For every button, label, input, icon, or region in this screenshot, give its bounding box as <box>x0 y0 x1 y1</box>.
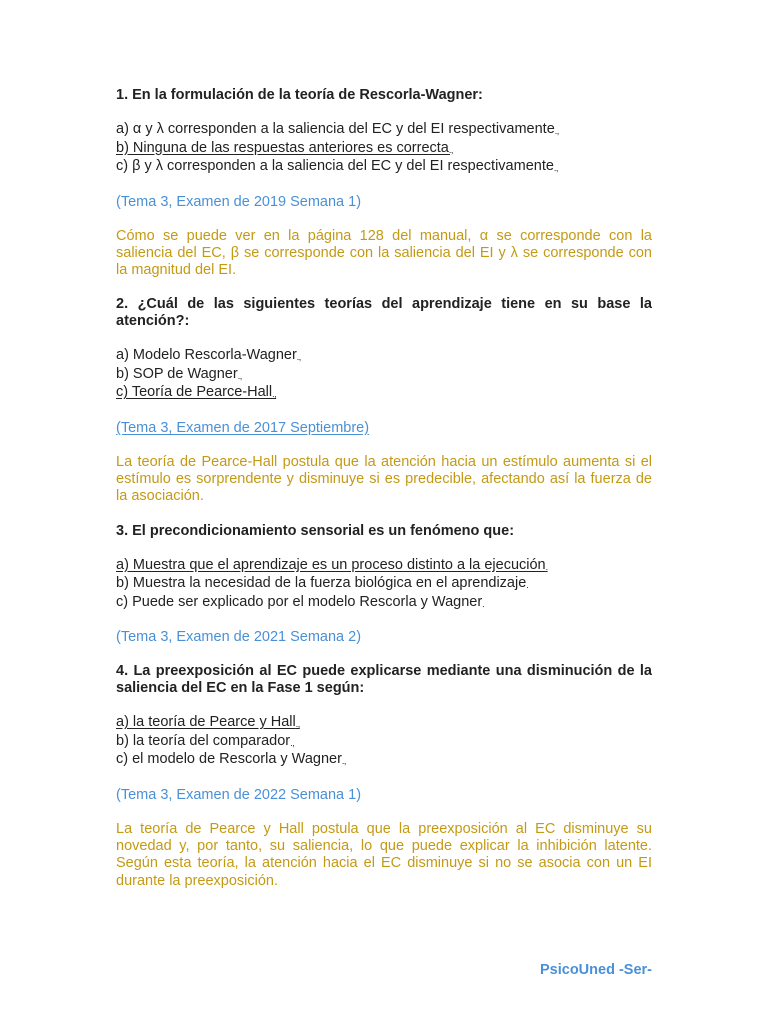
question-source: (Tema 3, Examen de 2021 Semana 2) <box>116 629 362 646</box>
question-source: (Tema 3, Examen de 2019 Semana 1) <box>116 193 362 210</box>
question-explanation: La teoría de Pearce-Hall postula que la atención hacia un estímulo aumenta si el estímulo es sorprendente y disminuye si es predecible, afectando así la fuerza de la asociación. <box>116 453 652 505</box>
option-b-correct: b) Ninguna de las respuestas anteriores es correcta., <box>116 139 453 156</box>
option-a-correct: a) la teoría de Pearce y Hall., <box>116 714 300 731</box>
option-b: b) Muestra la necesidad de la fuerza biológica en el aprendizaje. <box>116 575 529 592</box>
footer-brand: PsicoUned -Ser- <box>540 962 652 978</box>
question-title: 2. ¿Cuál de las siguientes teorías del aprendizaje tiene en su base la atención?: <box>116 296 652 330</box>
option-a: a) Modelo Rescorla-Wagner., <box>116 347 301 364</box>
option-c: c) Puede ser explicado por el modelo Rescorla y Wagner. <box>116 593 485 610</box>
question-source: (Tema 3, Examen de 2017 Septiembre) <box>116 419 370 436</box>
question-source: (Tema 3, Examen de 2022 Semana 1) <box>116 786 362 803</box>
question-block-2 <box>116 296 652 522</box>
question-explanation: La teoría de Pearce y Hall postula que la preexposición al EC disminuye su novedad y, por tanto, su saliencia, lo que puede explicar la inhibición latente. Según esta teoría, la atención hacia el EC disminuye si no se asocia con un EI durante la preexposición. <box>116 820 652 889</box>
option-c-correct: c) Teoría de Pearce-Hall., <box>116 384 277 401</box>
options-list <box>116 557 652 613</box>
question-block-1 <box>116 87 652 296</box>
options-list <box>116 121 652 177</box>
option-b: b) SOP de Wagner., <box>116 365 242 382</box>
question-block-3 <box>116 523 652 664</box>
question-title: 3. El precondicionamiento sensorial es un fenómeno que: <box>116 522 515 539</box>
question-title: 1. En la formulación de la teoría de Rescorla-Wagner: <box>116 87 483 103</box>
options-list <box>116 347 652 403</box>
options-list <box>116 714 652 770</box>
question-explanation: Cómo se puede ver en la página 128 del manual, α se corresponde con la saliencia del EC, β se corresponde con la saliencia del EI y λ se corresponde con la magnitud del EI. <box>116 227 652 279</box>
question-block-4 <box>116 663 652 890</box>
option-a-correct: a) Muestra que el aprendizaje es un proceso distinto a la ejecución. <box>116 556 548 573</box>
question-title: 4. La preexposición al EC puede explicarse mediante una disminución de la saliencia del EC en la Fase 1 según: <box>116 663 652 697</box>
option-a: a) α y λ corresponden a la saliencia del EC y del EI respectivamente., <box>116 121 559 137</box>
option-b: b) la teoría del comparador., <box>116 732 295 749</box>
option-c: c) el modelo de Rescorla y Wagner., <box>116 751 346 768</box>
option-c: c) β y λ corresponden a la saliencia del EC y del EI respectivamente., <box>116 158 558 174</box>
